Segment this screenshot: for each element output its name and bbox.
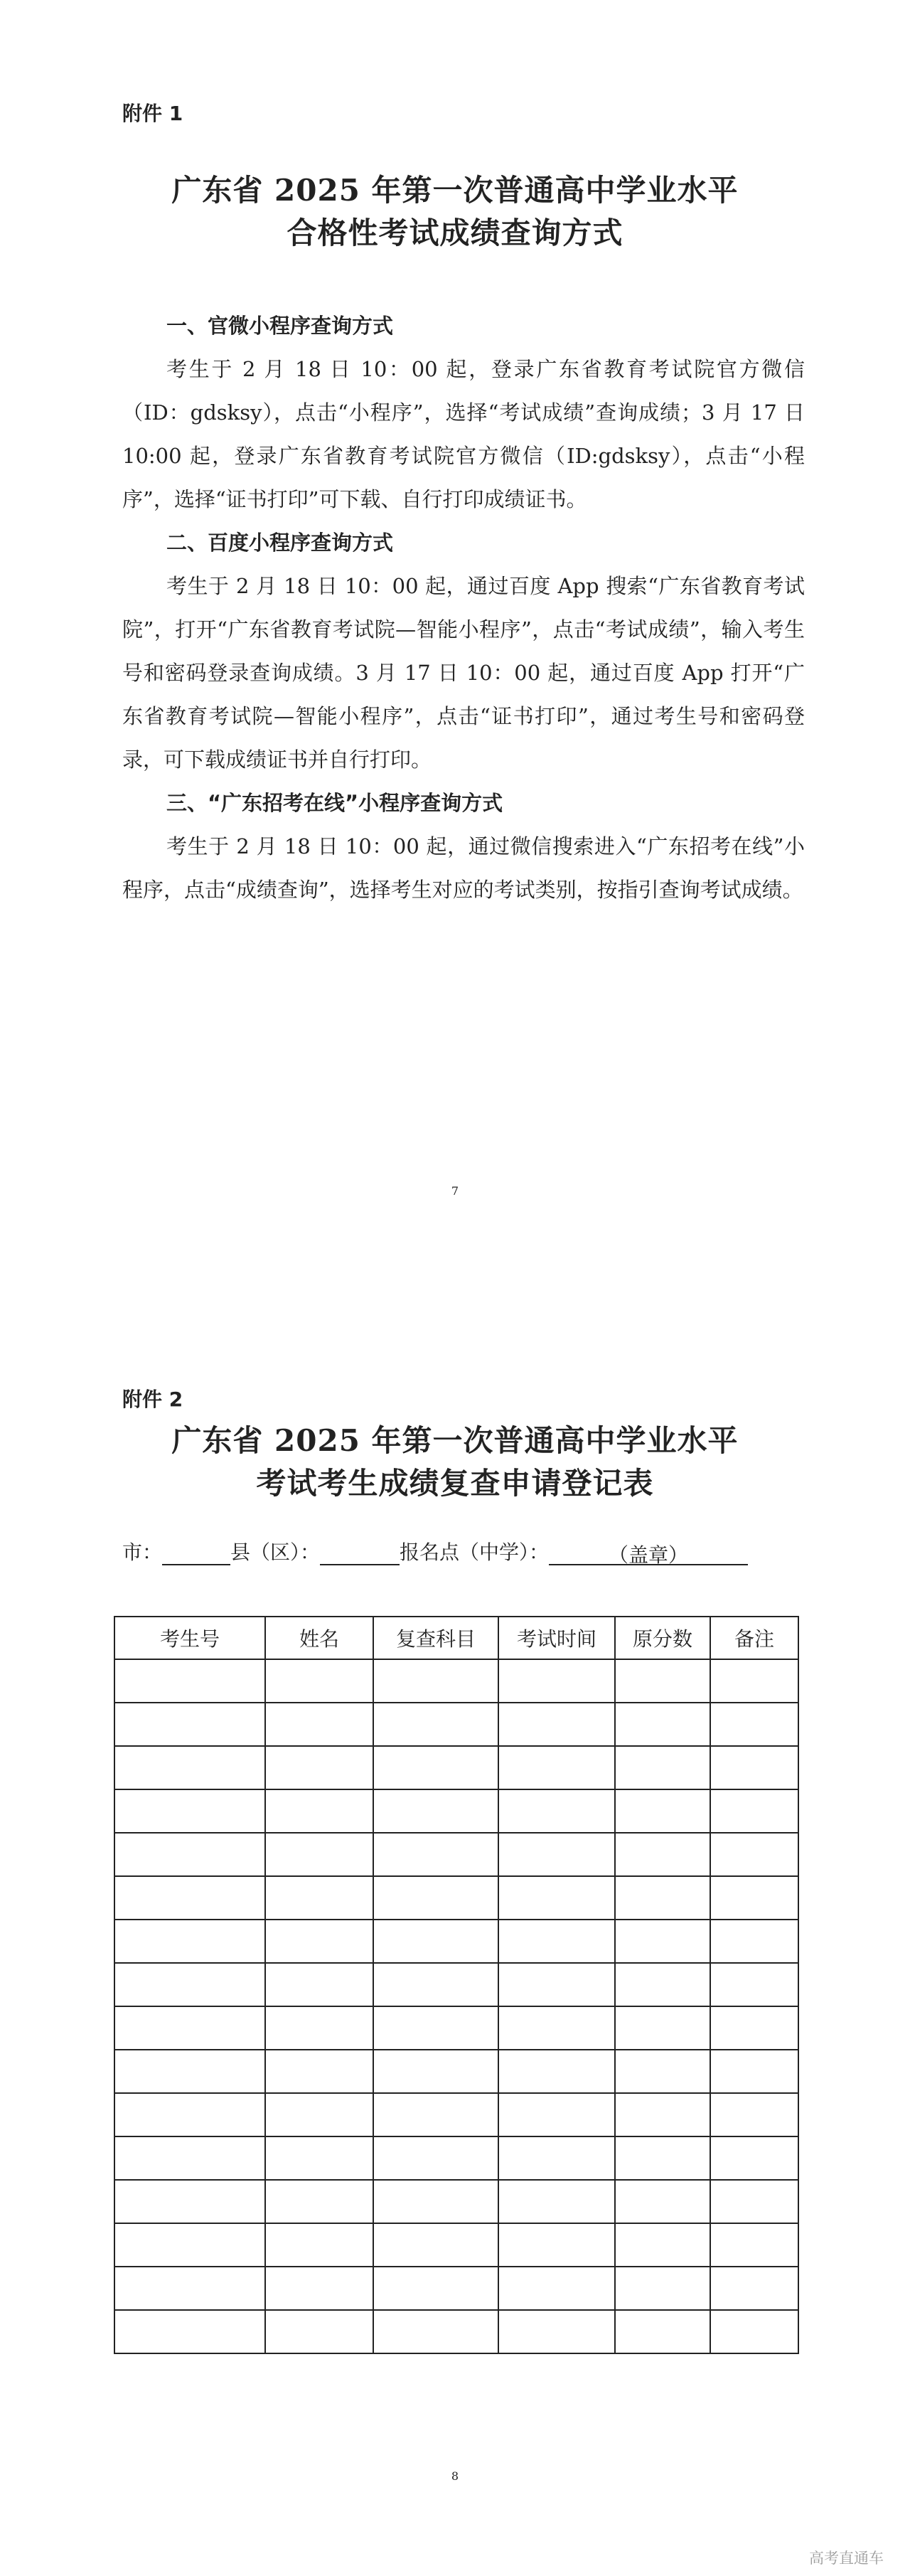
table-cell[interactable] — [265, 2093, 373, 2136]
table-cell[interactable] — [498, 1876, 615, 1920]
table-cell[interactable] — [373, 1920, 498, 1963]
table-cell[interactable] — [710, 2310, 798, 2353]
table-cell[interactable] — [615, 2093, 710, 2136]
table-row — [114, 1920, 798, 1963]
table-cell[interactable] — [114, 1833, 265, 1876]
table-cell[interactable] — [498, 1920, 615, 1963]
table-cell[interactable] — [265, 1833, 373, 1876]
table-body — [114, 1659, 798, 2353]
table-cell[interactable] — [114, 2180, 265, 2223]
title-line-1: 广东省 2025 年第一次普通高中学业水平 — [171, 173, 739, 208]
table-cell[interactable] — [373, 2093, 498, 2136]
seal-text: （盖章） — [609, 1543, 689, 1567]
table-cell[interactable] — [498, 1659, 615, 1703]
table-cell[interactable] — [615, 2310, 710, 2353]
table-cell[interactable] — [498, 1746, 615, 1789]
table-row — [114, 1789, 798, 1833]
table-cell[interactable] — [114, 1963, 265, 2006]
table-row — [114, 2310, 798, 2353]
table-cell[interactable] — [373, 1703, 498, 1746]
table-row — [114, 2093, 798, 2136]
table-cell[interactable] — [114, 2267, 265, 2310]
section-heading: 一、官微小程序查询方式 — [166, 314, 394, 338]
table-cell[interactable] — [710, 2006, 798, 2050]
table-cell[interactable] — [498, 2050, 615, 2093]
table-cell[interactable] — [710, 2267, 798, 2310]
table-cell[interactable] — [373, 1746, 498, 1789]
table-cell[interactable] — [265, 1703, 373, 1746]
table-row — [114, 1833, 798, 1876]
table-cell[interactable] — [710, 2050, 798, 2093]
column-header-review-subject: 复查科目 — [373, 1617, 498, 1659]
table-cell[interactable] — [710, 1703, 798, 1746]
table-cell[interactable] — [114, 1659, 265, 1703]
attachment-label: 附件 2 — [122, 1388, 183, 1411]
table-cell[interactable] — [114, 2310, 265, 2353]
table-cell[interactable] — [498, 2267, 615, 2310]
table-cell[interactable] — [498, 2006, 615, 2050]
site-field[interactable] — [549, 1540, 748, 1565]
table-cell[interactable] — [265, 1659, 373, 1703]
table-cell[interactable] — [114, 2050, 265, 2093]
table-cell[interactable] — [615, 2223, 710, 2267]
table-cell[interactable] — [710, 1746, 798, 1789]
table-cell[interactable] — [114, 2223, 265, 2267]
table-cell[interactable] — [615, 1703, 710, 1746]
county-label: 县（区）： — [230, 1540, 321, 1564]
table-cell[interactable] — [114, 1920, 265, 1963]
table-cell[interactable] — [615, 2006, 710, 2050]
application-register-table — [114, 1616, 799, 2354]
table-cell[interactable] — [265, 1963, 373, 2006]
table-cell[interactable] — [615, 1659, 710, 1703]
table-cell[interactable] — [373, 1963, 498, 2006]
table-cell[interactable] — [498, 1703, 615, 1746]
page-7 — [0, 0, 910, 1280]
table-cell[interactable] — [615, 1920, 710, 1963]
table-cell[interactable] — [373, 2310, 498, 2353]
table-cell[interactable] — [615, 1746, 710, 1789]
page-number: 7 — [451, 1184, 459, 1198]
table-cell[interactable] — [710, 1833, 798, 1876]
section-paragraph: 考生于 2 月 18 日 10：00 起，通过百度 App 搜索“广东省教育考试院”，打开“广东省教育考试院—智能小程序”，点击“考试成绩”，输入考生号和密码登录查询成绩。3 月 17 日 10：00 起，通过百度 App 打开“广东省教育考试院—智能小程序”，点击“证书打印”，通过考生号和密码登录，可下载成绩证书并自行打印。 — [122, 574, 805, 772]
document-body — [122, 304, 805, 912]
table-row — [114, 2180, 798, 2223]
table-cell[interactable] — [710, 1963, 798, 2006]
table-cell[interactable] — [373, 2136, 498, 2180]
table-cell[interactable] — [114, 1746, 265, 1789]
column-header-exam-time: 考试时间 — [498, 1617, 615, 1659]
table-cell[interactable] — [710, 1789, 798, 1833]
table-cell[interactable] — [373, 2267, 498, 2310]
table-cell[interactable] — [498, 1789, 615, 1833]
table-cell[interactable] — [615, 2050, 710, 2093]
table-cell[interactable] — [498, 1963, 615, 2006]
table-cell[interactable] — [114, 1876, 265, 1920]
table-row — [114, 2223, 798, 2267]
table-cell[interactable] — [615, 2267, 710, 2310]
table-row — [114, 2136, 798, 2180]
title-line-2: 考试考生成绩复查申请登记表 — [256, 1466, 654, 1501]
table-cell[interactable] — [265, 2223, 373, 2267]
table-cell[interactable] — [373, 1833, 498, 1876]
table-cell[interactable] — [114, 1789, 265, 1833]
table-cell[interactable] — [114, 2136, 265, 2180]
table-cell[interactable] — [265, 2180, 373, 2223]
county-field[interactable] — [320, 1540, 400, 1565]
table-cell[interactable] — [265, 1789, 373, 1833]
column-header-name: 姓名 — [265, 1617, 373, 1659]
table-cell[interactable] — [373, 2223, 498, 2267]
table-cell[interactable] — [615, 2136, 710, 2180]
table-cell[interactable] — [615, 1963, 710, 2006]
table-cell[interactable] — [373, 1789, 498, 1833]
table-cell[interactable] — [265, 2267, 373, 2310]
table-cell[interactable] — [373, 1659, 498, 1703]
table-cell[interactable] — [265, 2310, 373, 2353]
section-heading: 二、百度小程序查询方式 — [166, 531, 394, 555]
page-number: 8 — [451, 2469, 459, 2483]
table-cell[interactable] — [373, 2006, 498, 2050]
table-cell[interactable] — [615, 2180, 710, 2223]
table-cell[interactable] — [265, 2006, 373, 2050]
table-cell[interactable] — [114, 2006, 265, 2050]
table-cell[interactable] — [710, 1659, 798, 1703]
table-cell[interactable] — [498, 1833, 615, 1876]
table-cell[interactable] — [498, 2223, 615, 2267]
table-cell[interactable] — [710, 2136, 798, 2180]
table-cell[interactable] — [615, 1876, 710, 1920]
table-cell[interactable] — [710, 2180, 798, 2223]
table-cell[interactable] — [265, 2136, 373, 2180]
table-cell[interactable] — [498, 2136, 615, 2180]
table-row — [114, 2006, 798, 2050]
document-title — [0, 1420, 910, 1505]
table-cell[interactable] — [265, 1876, 373, 1920]
section-paragraph: 考生于 2 月 18 日 10：00 起，通过微信搜索进入“广东招考在线”小程序，点击“成绩查询”，选择考生对应的考试类别，按指引查询考试成绩。 — [122, 834, 805, 902]
table-cell[interactable] — [710, 2223, 798, 2267]
site-label: 报名点（中学）： — [400, 1540, 550, 1564]
table-row — [114, 1963, 798, 2006]
table-cell[interactable] — [498, 2093, 615, 2136]
table-row — [114, 1876, 798, 1920]
table-cell[interactable] — [710, 1876, 798, 1920]
table-cell[interactable] — [265, 1746, 373, 1789]
column-header-candidate-number: 考生号 — [114, 1617, 265, 1659]
watermark: 高考直通车 — [809, 2550, 884, 2567]
city-label: 市： — [122, 1540, 163, 1564]
city-field[interactable] — [162, 1540, 230, 1565]
title-line-1: 广东省 2025 年第一次普通高中学业水平 — [171, 1423, 739, 1458]
table-cell[interactable] — [265, 2050, 373, 2093]
title-line-2: 合格性考试成绩查询方式 — [287, 215, 623, 250]
table-cell[interactable] — [615, 1789, 710, 1833]
document-title — [0, 169, 910, 255]
table-row — [114, 1659, 798, 1703]
table-cell[interactable] — [265, 1920, 373, 1963]
table-cell[interactable] — [373, 2050, 498, 2093]
table-cell[interactable] — [373, 1876, 498, 1920]
column-header-remarks: 备注 — [710, 1617, 798, 1659]
table-cell[interactable] — [710, 1920, 798, 1963]
table-row — [114, 1746, 798, 1789]
page-8 — [0, 1280, 910, 2576]
table-cell[interactable] — [498, 2310, 615, 2353]
table-row — [114, 2050, 798, 2093]
table-cell[interactable] — [114, 1703, 265, 1746]
column-header-original-score: 原分数 — [615, 1617, 710, 1659]
table-cell[interactable] — [498, 2180, 615, 2223]
table-header-row — [114, 1617, 798, 1659]
table-cell[interactable] — [114, 2093, 265, 2136]
section-heading: 三、“广东招考在线”小程序查询方式 — [166, 791, 503, 815]
attachment-label: 附件 1 — [122, 102, 183, 125]
section-paragraph: 考生于 2 月 18 日 10：00 起，登录广东省教育考试院官方微信（ID：gdsksy），点击“小程序”，选择“考试成绩”查询成绩；3 月 17 日 10:00 起，登录广东省教育考试院官方微信（ID:gdsksy），点击“小程序”，选择“证书打印”可下载、自行打印成绩证书。 — [122, 357, 805, 511]
table-cell[interactable] — [373, 2180, 498, 2223]
table-cell[interactable] — [615, 1833, 710, 1876]
table-row — [114, 2267, 798, 2310]
form-header-line — [122, 1537, 798, 1565]
table-row — [114, 1703, 798, 1746]
table-cell[interactable] — [710, 2093, 798, 2136]
